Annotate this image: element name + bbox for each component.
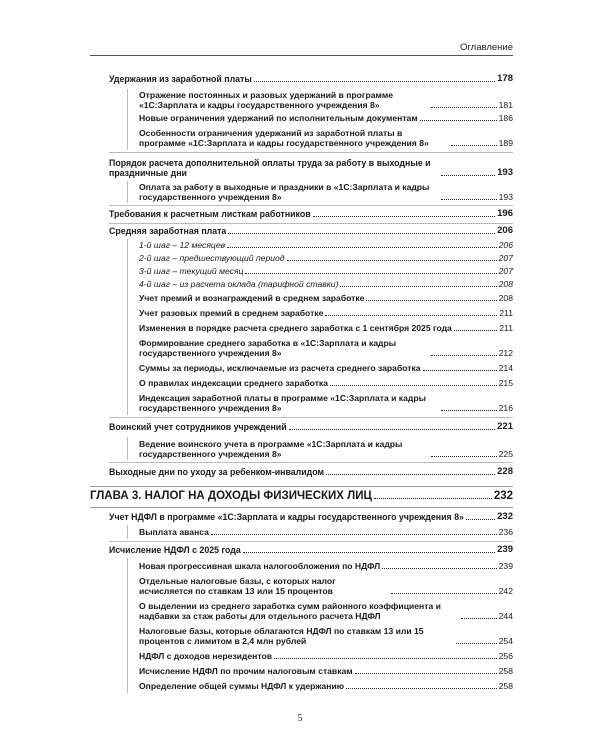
section-divider — [90, 507, 513, 508]
section-divider — [109, 223, 513, 224]
toc-entry[interactable] — [139, 128, 513, 148]
toc-entry-title: 3-й шаг – текущий месяц — [139, 266, 244, 276]
toc-entry-title: Индексация заработной платы в программе «1С:Зарплата и кадры государственного учреждения 8» — [139, 393, 426, 413]
toc-entry[interactable] — [139, 651, 513, 661]
toc-leader — [245, 273, 496, 274]
toc-chapter-entry[interactable] — [90, 491, 513, 501]
toc-leader — [289, 429, 496, 430]
toc-entry-page: 215 — [498, 378, 513, 388]
toc-entry-title: Особенности ограничения удержаний из заработной платы в программе «1С:Зарплата и кадры государственного учреждения 8» — [139, 128, 429, 148]
group-bracket — [127, 558, 128, 693]
toc-entry-title: Оплата за работу в выходные и праздники в «1С:Зарплата и кадры государственного учреждения 8» — [139, 182, 430, 202]
toc-entry-page: 239 — [497, 544, 513, 555]
toc-entry-title: 2-й шаг – предшествующий период — [139, 253, 285, 263]
toc-entry-title: Воинский учет сотрудников учреждений — [109, 422, 287, 432]
toc-entry-page: 221 — [497, 421, 513, 432]
toc-entry[interactable] — [139, 182, 513, 202]
toc-entry[interactable] — [139, 240, 513, 250]
toc-entry[interactable] — [139, 666, 513, 676]
toc-leader — [228, 233, 495, 234]
toc-entry-page: 189 — [498, 138, 513, 148]
toc-entry[interactable] — [109, 422, 513, 432]
toc-entry-page: 214 — [498, 363, 513, 373]
toc-entry-page: 178 — [497, 73, 513, 84]
toc-entry-title: О выделении из среднего заработка сумм районного коэффициента и надбавки за стаж работы для отдельного расчета НДФЛ — [139, 601, 441, 621]
toc-entry-page: 236 — [498, 527, 513, 537]
toc-entry[interactable] — [139, 338, 513, 358]
toc-entry-page: 211 — [499, 323, 513, 333]
toc-entry-title: Отдельные налоговые базы, с которых налог исчисляется по ставкам 13 или 15 процентов — [139, 576, 336, 596]
toc-leader — [431, 456, 497, 457]
toc-leader — [441, 199, 497, 200]
toc-entry-page: 207 — [498, 266, 513, 276]
running-header: Оглавление — [90, 42, 513, 56]
toc-leader — [441, 410, 497, 411]
toc-entry-page: 228 — [497, 466, 513, 477]
toc-entry-page: 216 — [498, 403, 513, 413]
toc-entry-title: НДФЛ с доходов нерезидентов — [139, 651, 272, 661]
toc-entry-title: Учет разовых премий в среднем заработке — [139, 308, 324, 318]
table-of-contents — [90, 0, 513, 750]
toc-entry-page: 193 — [498, 192, 513, 202]
group-bracket — [127, 437, 128, 460]
section-divider — [109, 462, 513, 463]
toc-leader — [382, 568, 496, 569]
toc-entry-page: 206 — [498, 240, 513, 250]
toc-entry-title: Учет премий и вознаграждений в среднем заработке — [139, 293, 365, 303]
toc-entry-page: 244 — [498, 611, 513, 621]
toc-entry-page: 208 — [498, 293, 513, 303]
toc-leader — [423, 370, 497, 371]
toc-entry-title: Выходные дни по уходу за ребенком-инвалидом — [109, 467, 324, 477]
toc-entry-title: Требования к расчетным листкам работников — [109, 209, 311, 219]
toc-entry-page: 181 — [498, 100, 513, 110]
toc-entry-title: Исчисление НДФЛ с 2025 года — [109, 545, 241, 555]
toc-leader — [374, 498, 492, 499]
toc-entry-title: Определение общей суммы НДФЛ к удержанию — [139, 681, 345, 691]
toc-entry[interactable] — [139, 253, 513, 263]
toc-entry-title: Исчисление НДФЛ по прочим налоговым ставкам — [139, 666, 353, 676]
group-bracket — [127, 89, 128, 150]
toc-leader — [366, 300, 496, 301]
section-divider — [109, 205, 513, 206]
toc-entry[interactable] — [139, 308, 513, 318]
toc-entry-title: Выплата аванса — [139, 527, 209, 537]
toc-entry-page: 258 — [498, 666, 513, 676]
toc-entry[interactable] — [139, 293, 513, 303]
toc-leader — [451, 145, 497, 146]
toc-entry[interactable] — [139, 378, 513, 388]
toc-leader — [330, 385, 497, 386]
toc-leader — [346, 688, 497, 689]
toc-entry[interactable] — [109, 467, 513, 477]
toc-entry[interactable] — [139, 527, 513, 537]
group-bracket — [127, 525, 128, 539]
toc-leader — [431, 107, 497, 108]
toc-leader — [227, 247, 497, 248]
toc-entry-page: 208 — [498, 279, 513, 289]
toc-entry[interactable] — [139, 279, 513, 289]
toc-leader — [391, 593, 497, 594]
toc-leader — [313, 216, 496, 217]
toc-leader — [441, 175, 495, 176]
section-divider — [109, 541, 513, 542]
toc-entry[interactable] — [139, 601, 513, 621]
toc-leader — [287, 260, 497, 261]
section-divider — [90, 486, 513, 487]
section-divider — [109, 417, 513, 418]
toc-entry[interactable] — [139, 323, 513, 333]
toc-chapter-page: 232 — [493, 490, 513, 502]
toc-entry[interactable] — [109, 545, 513, 555]
toc-entry-page: 206 — [497, 225, 513, 236]
section-divider — [109, 152, 513, 153]
toc-entry-title: Средняя заработная плата — [109, 226, 227, 236]
toc-entry[interactable] — [139, 90, 513, 110]
toc-entry[interactable] — [139, 393, 513, 413]
toc-entry-title: Налоговые базы, которые облагаются НДФЛ по ставкам 13 или 15 процентов с лимитом в 2,4 млн рублей — [139, 626, 424, 646]
toc-entry-page: 225 — [498, 449, 513, 459]
toc-entry-page: 212 — [498, 348, 513, 358]
toc-entry-title: Новые ограничения удержаний по исполнительным документам — [139, 113, 418, 123]
page-number: 5 — [297, 713, 303, 724]
toc-leader — [254, 81, 495, 82]
toc-entry-title: Суммы за периоды, исключаемые из расчета среднего заработка — [139, 363, 421, 373]
toc-leader — [274, 658, 497, 659]
toc-entry-page: 232 — [497, 511, 513, 522]
toc-leader — [420, 120, 497, 121]
toc-leader — [340, 286, 496, 287]
toc-entry[interactable] — [139, 363, 513, 373]
toc-entry[interactable] — [109, 74, 513, 84]
toc-entry-page: 193 — [497, 167, 513, 178]
toc-entry-title: Новая прогрессивная шкала налогообложения по НДФЛ — [139, 561, 381, 571]
toc-entry[interactable] — [139, 681, 513, 691]
toc-entry-page: 186 — [498, 113, 513, 123]
toc-entry-page: 211 — [499, 308, 513, 318]
toc-leader — [325, 315, 497, 316]
toc-chapter-title: ГЛАВА 3. НАЛОГ НА ДОХОДЫ ФИЗИЧЕСКИХ ЛИЦ — [90, 490, 372, 502]
toc-entry-page: 196 — [497, 208, 513, 219]
toc-leader — [461, 618, 497, 619]
toc-entry-title: 1-й шаг – 12 месяцев — [139, 240, 226, 250]
group-bracket — [127, 239, 128, 415]
toc-entry[interactable] — [139, 626, 513, 646]
toc-leader — [355, 673, 497, 674]
toc-entry-page: 207 — [498, 253, 513, 263]
toc-entry[interactable] — [139, 561, 513, 571]
toc-leader — [456, 643, 497, 644]
toc-entry-title: Формирование среднего заработка в «1С:Зарплата и кадры государственного учреждения 8» — [139, 338, 397, 358]
toc-entry-page: 242 — [498, 586, 513, 596]
toc-entry-page: 254 — [498, 636, 513, 646]
toc-entry[interactable] — [139, 576, 513, 596]
toc-entry-page: 239 — [498, 561, 513, 571]
toc-entry-page: 258 — [498, 681, 513, 691]
toc-entry[interactable] — [109, 512, 513, 522]
toc-entry[interactable] — [139, 439, 513, 459]
toc-entry[interactable] — [109, 226, 513, 236]
toc-leader — [454, 330, 497, 331]
toc-entry-title: 4-й шаг – из расчета оклада (тарифной ставки) — [139, 279, 339, 289]
toc-leader — [431, 355, 497, 356]
toc-entry-title: О правилах индексации среднего заработка — [139, 378, 328, 388]
toc-leader — [326, 474, 495, 475]
toc-entry-title: Учет НДФЛ в программе «1С:Зарплата и кадры государственного учреждения 8» — [109, 512, 464, 522]
toc-entry[interactable] — [139, 266, 513, 276]
toc-entry-title: Ведение воинского учета в программе «1С:Зарплата и кадры государственного учреждения 8» — [139, 439, 403, 459]
toc-entry-page: 256 — [498, 651, 513, 661]
toc-entry-title: Удержания из заработной платы — [109, 74, 252, 84]
toc-entry[interactable] — [109, 209, 513, 219]
group-bracket — [127, 181, 128, 203]
toc-leader — [466, 519, 495, 520]
toc-entry-title: Изменения в порядке расчета среднего заработка с 1 сентября 2025 года — [139, 323, 452, 333]
toc-entry[interactable] — [139, 113, 513, 123]
toc-entry-title: Отражение постоянных и разовых удержаний в программе «1С:Зарплата и кадры государственного учреждения 8» — [139, 90, 393, 110]
toc-leader — [243, 552, 495, 553]
toc-entry-title: Порядок расчета дополнительной оплаты труда за работу в выходные и праздничные дни — [109, 158, 431, 178]
toc-entry[interactable] — [109, 158, 513, 178]
toc-leader — [211, 534, 497, 535]
